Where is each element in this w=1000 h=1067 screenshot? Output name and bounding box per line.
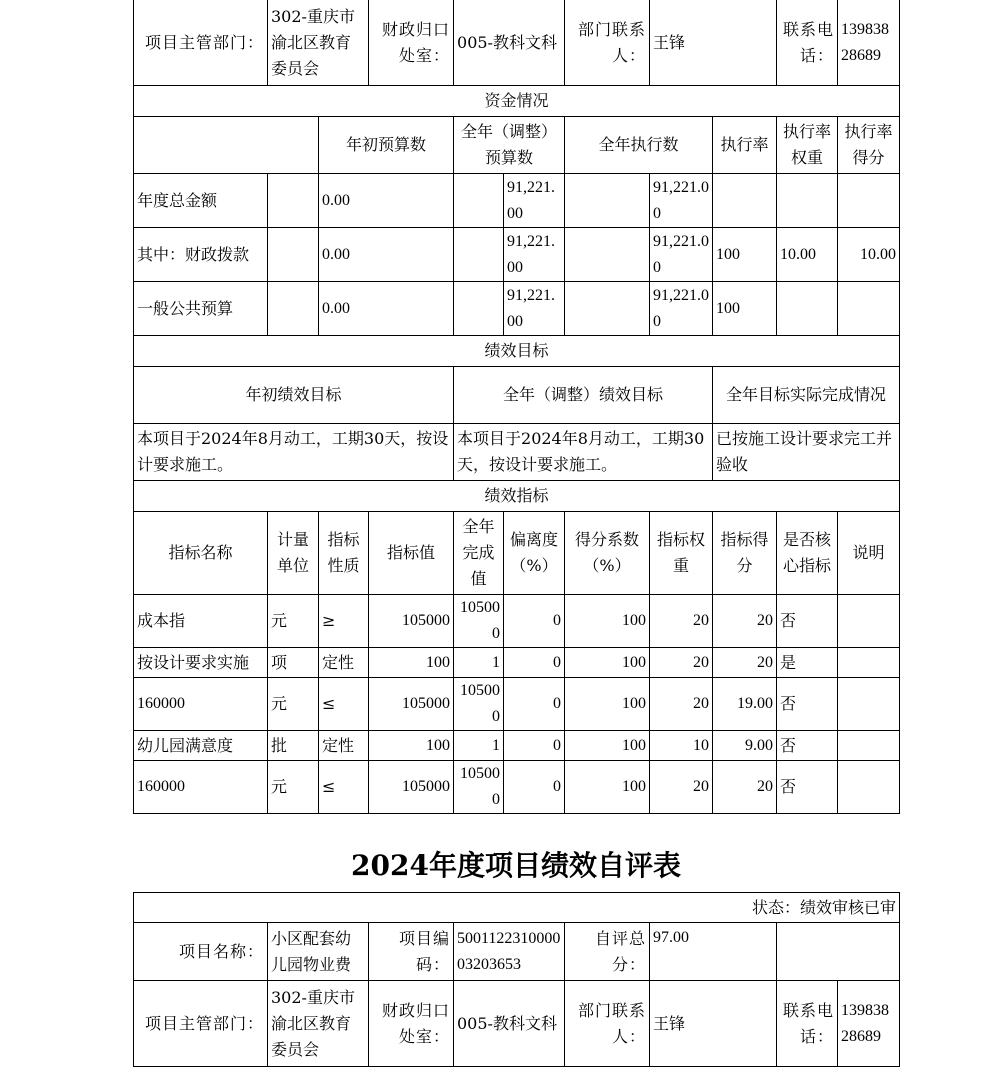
ind-name: 成本指	[134, 595, 268, 648]
ind-deviation: 0	[504, 595, 565, 648]
ind-header-core: 是否核心指标	[777, 512, 838, 595]
ind-header-name: 指标名称	[134, 512, 268, 595]
funds-row-spacer	[565, 174, 650, 228]
funds-row-score	[838, 282, 900, 336]
ind-coef: 100	[565, 648, 650, 678]
contact-person-label: 部门联系人：	[565, 981, 650, 1067]
indicator-row	[134, 761, 900, 814]
funds-row-rate: 100	[713, 228, 777, 282]
funds-row-rate	[713, 174, 777, 228]
funds-header-rate: 执行率	[713, 117, 777, 174]
funds-section-header	[134, 86, 900, 117]
ind-name: 按设计要求实施	[134, 648, 268, 678]
ind-nature: 定性	[319, 648, 369, 678]
funds-row-spacer	[268, 282, 319, 336]
funds-row-initial: 0.00	[319, 174, 454, 228]
ind-header-deviation: 偏离度（%）	[504, 512, 565, 595]
ind-weight: 20	[650, 678, 713, 731]
ind-deviation: 0	[504, 731, 565, 761]
ind-note	[838, 731, 900, 761]
funds-header-adjusted: 全年（调整）预算数	[454, 117, 565, 174]
project-code-value: 500112231000003203653	[454, 923, 565, 981]
funds-row-spacer	[454, 282, 504, 336]
goals-actual-text: 已按施工设计要求完工并验收	[713, 424, 900, 481]
ind-core: 否	[777, 678, 838, 731]
funds-row-weight: 10.00	[777, 228, 838, 282]
funds-row-initial: 0.00	[319, 282, 454, 336]
self-score-value: 97.00	[650, 923, 777, 981]
funds-row-name: 其中：财政拨款	[134, 228, 268, 282]
ind-completed: 1	[454, 648, 504, 678]
performance-table-continued	[133, 0, 899, 814]
ind-score: 20	[713, 648, 777, 678]
funds-row-score	[838, 174, 900, 228]
ind-note	[838, 761, 900, 814]
goals-header-row	[134, 367, 900, 424]
goals-section-title: 绩效目标	[134, 336, 900, 367]
indicators-section-header	[134, 481, 900, 512]
ind-score: 9.00	[713, 731, 777, 761]
funds-row-name: 一般公共预算	[134, 282, 268, 336]
ind-value: 105000	[369, 761, 454, 814]
ind-weight: 20	[650, 761, 713, 814]
funds-row-executed: 91,221.00	[650, 174, 713, 228]
funds-row-executed: 91,221.00	[650, 282, 713, 336]
funds-row-adjusted: 91,221.00	[504, 282, 565, 336]
project-info-row	[134, 923, 900, 981]
ind-completed: 105000	[454, 595, 504, 648]
ind-completed: 1	[454, 731, 504, 761]
contact-row	[134, 981, 900, 1067]
ind-core: 否	[777, 761, 838, 814]
ind-completed: 105000	[454, 678, 504, 731]
ind-name: 160000	[134, 678, 268, 731]
ind-unit: 元	[268, 678, 319, 731]
ind-value: 105000	[369, 595, 454, 648]
ind-header-completed: 全年完成值	[454, 512, 504, 595]
ind-header-note: 说明	[838, 512, 900, 595]
ind-coef: 100	[565, 731, 650, 761]
ind-deviation: 0	[504, 648, 565, 678]
form-title: 2024年度项目绩效自评表	[351, 849, 681, 882]
indicator-row	[134, 595, 900, 648]
indicator-row	[134, 648, 900, 678]
indicator-row	[134, 678, 900, 731]
contact-row	[134, 0, 900, 86]
ind-name: 幼儿园满意度	[134, 731, 268, 761]
finance-dept-label: 财政归口处室：	[369, 0, 454, 86]
ind-note	[838, 678, 900, 731]
ind-coef: 100	[565, 761, 650, 814]
status-row	[134, 893, 900, 923]
ind-header-unit: 计量单位	[268, 512, 319, 595]
ind-nature: ≤	[319, 678, 369, 731]
project-code-label: 项目编码：	[369, 923, 454, 981]
goals-header-actual: 全年目标实际完成情况	[713, 367, 900, 424]
ind-deviation: 0	[504, 678, 565, 731]
funds-row-spacer	[565, 282, 650, 336]
ind-nature: ≤	[319, 761, 369, 814]
funds-header-executed: 全年执行数	[565, 117, 713, 174]
funds-row	[134, 228, 900, 282]
funds-row-adjusted: 91,221.00	[504, 228, 565, 282]
funds-header-score: 执行率得分	[838, 117, 900, 174]
ind-unit: 批	[268, 731, 319, 761]
finance-dept-value: 005-教科文科	[454, 0, 565, 86]
funds-row-initial: 0.00	[319, 228, 454, 282]
supervisor-value: 302-重庆市渝北区教育委员会	[268, 0, 369, 86]
contact-person-value: 王锋	[650, 0, 777, 86]
ind-header-weight: 指标权重	[650, 512, 713, 595]
ind-value: 105000	[369, 678, 454, 731]
ind-weight: 20	[650, 595, 713, 648]
contact-person-value: 王锋	[650, 981, 777, 1067]
ind-core: 否	[777, 595, 838, 648]
ind-nature: ≥	[319, 595, 369, 648]
funds-row-executed: 91,221.00	[650, 228, 713, 282]
funds-row	[134, 174, 900, 228]
ind-value: 100	[369, 648, 454, 678]
funds-header-weight: 执行率权重	[777, 117, 838, 174]
funds-row-spacer	[454, 228, 504, 282]
funds-row-name: 年度总金额	[134, 174, 268, 228]
ind-value: 100	[369, 731, 454, 761]
ind-deviation: 0	[504, 761, 565, 814]
ind-completed: 105000	[454, 761, 504, 814]
ind-note	[838, 648, 900, 678]
status-text: 状态：绩效审核已审	[134, 893, 900, 923]
project-name-value: 小区配套幼儿园物业费	[268, 923, 369, 981]
ind-nature: 定性	[319, 731, 369, 761]
funds-row-spacer	[268, 174, 319, 228]
ind-unit: 元	[268, 595, 319, 648]
funds-row-spacer	[268, 228, 319, 282]
ind-coef: 100	[565, 678, 650, 731]
project-name-label: 项目名称：	[134, 923, 268, 981]
goals-initial-text: 本项目于2024年8月动工，工期30天，按设计要求施工。	[134, 424, 454, 481]
funds-section-title: 资金情况	[134, 86, 900, 117]
ind-unit: 元	[268, 761, 319, 814]
ind-weight: 20	[650, 648, 713, 678]
funds-row-spacer	[454, 174, 504, 228]
phone-label: 联系电话：	[777, 0, 838, 86]
indicators-section-title: 绩效指标	[134, 481, 900, 512]
self-score-label: 自评总分：	[565, 923, 650, 981]
supervisor-label: 项目主管部门：	[134, 981, 268, 1067]
ind-header-value: 指标值	[369, 512, 454, 595]
goals-content-row	[134, 424, 900, 481]
ind-coef: 100	[565, 595, 650, 648]
supervisor-value: 302-重庆市渝北区教育委员会	[268, 981, 369, 1067]
finance-dept-label: 财政归口处室：	[369, 981, 454, 1067]
funds-row-score: 10.00	[838, 228, 900, 282]
funds-header-initial: 年初预算数	[319, 117, 454, 174]
phone-value: 13983828689	[838, 0, 900, 86]
goals-header-initial: 年初绩效目标	[134, 367, 454, 424]
goals-adjusted-text: 本项目于2024年8月动工，工期30天，按设计要求施工。	[454, 424, 713, 481]
funds-header-blank	[134, 117, 319, 174]
funds-header-row	[134, 117, 900, 174]
indicator-row	[134, 731, 900, 761]
funds-row-weight	[777, 282, 838, 336]
ind-name: 160000	[134, 761, 268, 814]
ind-score: 19.00	[713, 678, 777, 731]
ind-score: 20	[713, 595, 777, 648]
goals-section-header	[134, 336, 900, 367]
ind-header-nature: 指标性质	[319, 512, 369, 595]
supervisor-label: 项目主管部门：	[134, 0, 268, 86]
ind-unit: 项	[268, 648, 319, 678]
ind-note	[838, 595, 900, 648]
ind-header-score: 指标得分	[713, 512, 777, 595]
funds-row	[134, 282, 900, 336]
ind-core: 否	[777, 731, 838, 761]
funds-row-spacer	[565, 228, 650, 282]
finance-dept-value: 005-教科文科	[454, 981, 565, 1067]
goals-header-adjusted: 全年（调整）绩效目标	[454, 367, 713, 424]
project-info-blank	[777, 923, 900, 981]
indicators-header-row	[134, 512, 900, 595]
self-evaluation-form	[133, 892, 899, 1067]
funds-row-weight	[777, 174, 838, 228]
ind-core: 是	[777, 648, 838, 678]
ind-header-coef: 得分系数（%）	[565, 512, 650, 595]
ind-weight: 10	[650, 731, 713, 761]
phone-value: 13983828689	[838, 981, 900, 1067]
phone-label: 联系电话：	[777, 981, 838, 1067]
contact-person-label: 部门联系人：	[565, 0, 650, 86]
funds-row-adjusted: 91,221.00	[504, 174, 565, 228]
funds-row-rate: 100	[713, 282, 777, 336]
ind-score: 20	[713, 761, 777, 814]
